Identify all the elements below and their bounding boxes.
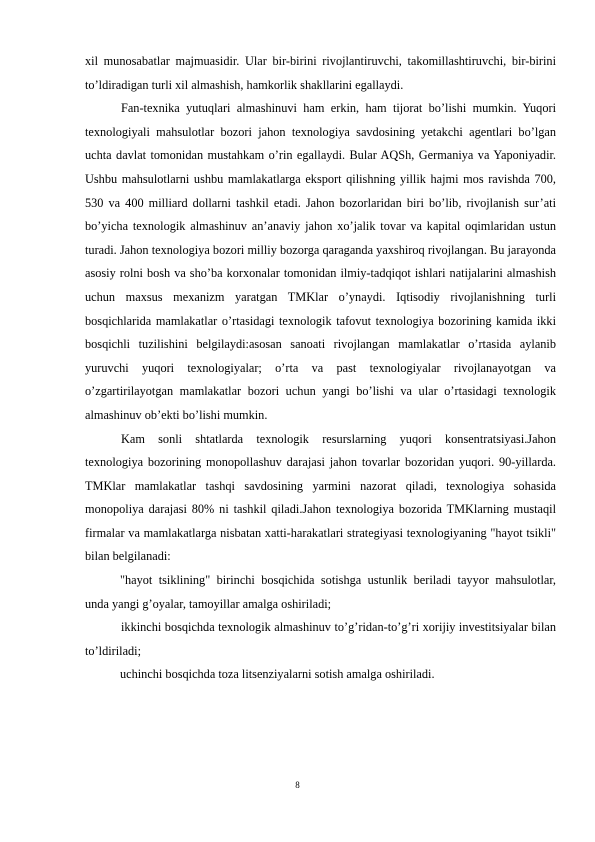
list-item-stage-two: ikkinchi bosqichda texnologik almashinuv to’g’ridan-to’g’ri xorijiy investitsiyalar bilan to’ldiriladi; <box>85 620 556 658</box>
page-number: 8 <box>295 780 300 790</box>
list-item-stage-one: "hayot tsiklining" birinchi bosqichida sotishga ustunlik beriladi tayyor mahsulotlar, unda yangi g’oyalar, tamoyillar amalga oshiriladi; <box>85 573 556 611</box>
list-item-stage-three: uchinchi bosqichda toza litsenziyalarni sotish amalga oshiriladi. <box>120 667 435 682</box>
paragraph-continuation: xil munosabatlar majmuasidir. Ular bir-birini rivojlantiruvchi, takomillashtiruvchi, bir-birini to’ldiradigan turli xil almashish, hamkorlik shakllarini egallaydi. <box>85 54 556 92</box>
paragraph-kam-sonli: Kam sonli shtatlarda texnologik resurslarning yuqori konsentratsiyasi.Jahon texnologiya bozorining monopollashuv darajasi jahon tovarlar bozoridan yuqori. 90-yillarda. TMKlar mamlakatlar tashqi savdosining yarmini nazorat qiladi, texnologiya sohasida monopoliya darajasi 80% ni tashkil qiladi.Jahon texnologiya bozorida TMKlarning mustaqil firmalar va mamlakatlarga nisbatan xatti-harakatlari strategiyasi texnologiyaning "hayot tsikli" bilan belgilanadi: <box>85 431 556 564</box>
paragraph-fan-texnika: Fan-texnika yutuqlari almashinuvi ham erkin, ham tijorat bo’lishi mumkin. Yuqori texnologiyali mahsulotlar bozori jahon texnologiya savdosining yetakchi agentlari bo’lgan uchta davlat tomonidan mustahkam o’rin egallaydi. Bular AQSh, Germaniya va Yaponiyadir. Ushbu mahsulotlarni ushbu mamlakatlarga eksport qilishning yillik hajmi mos ravishda 700, 530 va 400 milliard dollarni tashkil etadi. Jahon bozorlaridan biri bo’lib, rivojlanish sur’ati bo’yicha texnologik almashinuv an’anaviy jahon xo’jalik tovar va kapital oqimlaridan ustun turadi. Jahon texnologiya bozori milliy bozorga qaraganda yaxshiroq rivojlangan. Bu jarayonda asosiy rolni bosh va sho’ba korxonalar tomonidan ilmiy-tadqiqot ishlari natijalarini almashish uchun maxsus mexanizm yaratgan TMKlar o’ynaydi. Iqtisodiy rivojlanishning turli bosqichlarida mamlakatlar o’rtasidagi texnologik tafovut texnologiya bozorining kamida ikki bosqichli tuzilishini belgilaydi:asosan sanoati rivojlangan mamlakatlar o’rtasida aylanib yuruvchi yuqori texnologiyalar; o’rta va past texnologiyalar rivojlanayotgan va o’zgartirilayotgan mamlakatlar bozori uchun yangi bo’lishi va ular o’rtasidagi texnologik almashinuv ob’ekti bo’lishi mumkin. <box>85 101 556 422</box>
body-text <box>85 50 556 687</box>
